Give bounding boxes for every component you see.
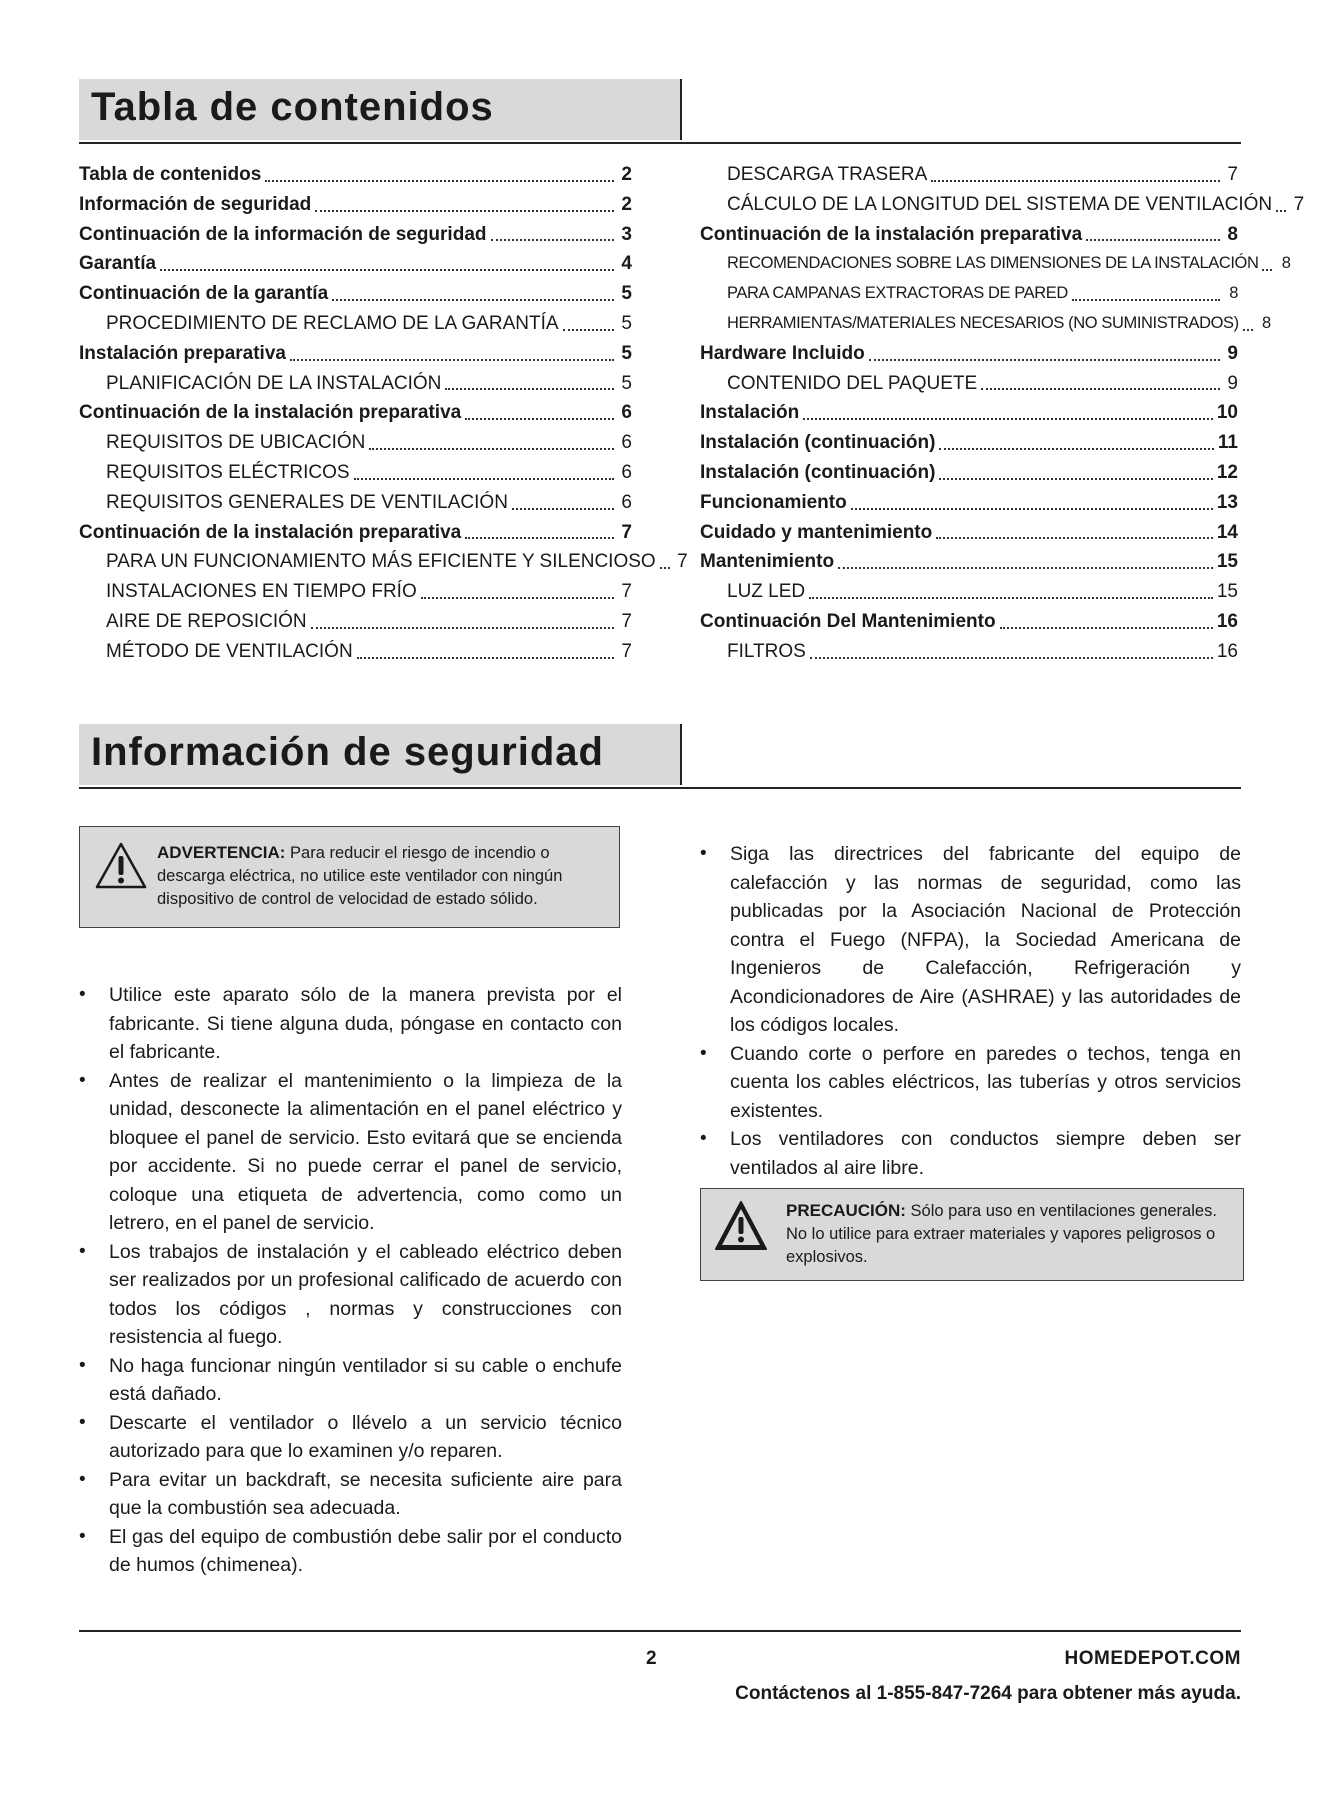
toc-entry-page: 7 [1293, 193, 1305, 215]
toc-entry-page: 6 [621, 402, 632, 424]
caution-box [700, 1188, 1244, 1281]
toc-entry [700, 369, 1238, 399]
toc-entry-page: 7 [621, 521, 632, 543]
toc-title: Tabla de contenidos [91, 85, 494, 129]
footer-contact: Contáctenos al 1-855-847-7264 para obtener más ayuda. [735, 1683, 1241, 1704]
toc-entry-label: CONTENIDO DEL PAQUETE [727, 372, 978, 394]
toc-entry-label: Continuación Del Mantenimiento [700, 610, 996, 632]
toc-entry [79, 190, 632, 220]
safety-header [79, 724, 1241, 789]
toc-header-bar [79, 79, 682, 140]
toc-entry-page: 15 [1216, 551, 1238, 573]
safety-bullet: • Utilice este aparato sólo de la manera prevista por el fabricante. Si tiene alguna duda, póngase en contacto con el fabricante. [79, 981, 622, 1067]
toc-entry [79, 398, 632, 428]
toc-dot-leader [357, 656, 614, 659]
toc-entry-label: Instalación preparativa [79, 342, 286, 364]
toc-entry [700, 398, 1238, 428]
toc-entry-page: 6 [621, 461, 632, 483]
toc-entry-label: AIRE DE REPOSICIÓN [106, 610, 307, 632]
toc-entry-page: 3 [621, 223, 632, 245]
footer-site: HOMEDEPOT.COM [1064, 1648, 1241, 1669]
toc-entry-page: 12 [1216, 461, 1238, 483]
toc-dot-leader [660, 566, 670, 569]
caution-text [786, 1199, 1231, 1269]
toc-dot-leader [332, 298, 614, 301]
toc-entry-page: 13 [1216, 491, 1238, 513]
warning-triangle-icon [94, 841, 148, 891]
page-number: 2 [646, 1648, 657, 1669]
toc-right-column [700, 160, 1305, 667]
toc-entry [700, 339, 1238, 369]
toc-entry-page: 6 [621, 491, 632, 513]
toc-entry-page: 5 [621, 372, 632, 394]
toc-entry-page: 16 [1216, 640, 1238, 662]
toc-entry-page: 9 [1227, 372, 1238, 394]
warning-box [79, 826, 620, 928]
toc-entry [79, 488, 632, 518]
toc-dot-leader [354, 477, 614, 480]
toc-header [79, 79, 1241, 144]
toc-entry-label: Continuación de la garantía [79, 283, 329, 305]
toc-entry [79, 458, 632, 488]
toc-entry [79, 577, 632, 607]
toc-entry-page: 2 [621, 193, 632, 215]
toc-dot-leader [465, 536, 614, 539]
toc-entry-page: 4 [621, 253, 632, 275]
toc-entry-page: 5 [621, 342, 632, 364]
toc-dot-leader [315, 209, 614, 212]
safety-bullet: • No haga funcionar ningún ventilador si su cable o enchufe está dañado. [79, 1352, 622, 1409]
toc-entry [79, 607, 632, 637]
toc-dot-leader [311, 626, 614, 629]
toc-entry [700, 160, 1238, 190]
toc-entry [79, 547, 688, 577]
safety-bullet: • Descarte el ventilador o llévelo a un servicio técnico autorizado para que lo examinen y/o reparen. [79, 1409, 622, 1466]
toc-entry [79, 309, 632, 339]
toc-entry-page: 2 [621, 164, 632, 185]
toc-dot-leader [290, 358, 614, 361]
toc-dot-leader [810, 656, 1213, 659]
toc-entry [700, 428, 1238, 458]
toc-entry [79, 369, 632, 399]
toc-entry [700, 309, 1271, 339]
toc-dot-leader [838, 566, 1213, 569]
toc-dot-leader [1072, 298, 1220, 301]
toc-entry-page: 5 [621, 283, 632, 305]
toc-entry-label: Instalación (continuación) [700, 461, 936, 483]
toc-entry-page: 7 [1227, 164, 1238, 185]
toc-entry-label: Continuación de la instalación preparativa [79, 402, 462, 424]
toc-entry [700, 518, 1238, 548]
toc-left-column [79, 160, 688, 667]
safety-bullet: • Cuando corte o perfore en paredes o techos, tenga en cuenta los cables eléctricos, las tuberías y otros servicios existentes. [700, 1040, 1241, 1126]
safety-bullet: • Para evitar un backdraft, se necesita suficiente aire para que la combustión sea adecuada. [79, 1466, 622, 1523]
toc-entry-label: PROCEDIMIENTO DE RECLAMO DE LA GARANTÍA [106, 312, 559, 334]
toc-entry-page: 5 [621, 312, 632, 334]
toc-entry-page: 11 [1217, 432, 1238, 454]
toc-entry-page: 7 [621, 640, 632, 662]
toc-entry-label: Tabla de contenidos [79, 164, 262, 185]
toc-entry [79, 220, 632, 250]
toc-dot-leader [981, 387, 1220, 390]
toc-entry [700, 279, 1238, 309]
toc-entry-label: Hardware Incluido [700, 342, 865, 364]
toc-entry-label: Garantía [79, 253, 157, 275]
safety-right-list [700, 840, 1241, 1182]
toc-dot-leader [491, 238, 615, 241]
toc-entry-label: INSTALACIONES EN TIEMPO FRÍO [106, 581, 417, 603]
toc-dot-leader [1086, 238, 1220, 241]
toc-dot-leader [851, 507, 1213, 510]
toc-entry-label: Continuación de la instalación preparativa [700, 223, 1083, 245]
toc-entry-label: RECOMENDACIONES SOBRE LAS DIMENSIONES DE LA INSTALACIÓN [727, 254, 1259, 273]
safety-bullet: • Siga las directrices del fabricante del equipo de calefacción y las normas de seguridad, como las publicadas por la Asociación Nacional de Protección contra el Fuego (NFPA), la Sociedad Americana de Ingenieros de Calefacción, Refrigeración y Acondicionadores de Aire (ASHRAE) y las autoridades de los códigos locales. [700, 840, 1241, 1040]
safety-left-list [79, 981, 622, 1580]
safety-title: Información de seguridad [91, 730, 604, 774]
toc-entry-label: HERRAMIENTAS/MATERIALES NECESARIOS (NO SUMINISTRADOS) [727, 313, 1239, 332]
toc-dot-leader [421, 596, 614, 599]
toc-entry-page: 8 [1261, 313, 1271, 332]
safety-header-bar [79, 724, 682, 785]
toc-entry-page: 15 [1216, 581, 1238, 603]
safety-bullet: • Antes de realizar el mantenimiento o la limpieza de la unidad, desconecte la alimentación en el panel eléctrico y bloquee el panel de servicio. Esto evitará que se encienda por accidente. Si no puede cerrar el panel de servicio, coloque una etiqueta de advertencia, como como un letrero, en el panel de servicio. [79, 1067, 622, 1238]
safety-bullet: • El gas del equipo de combustión debe salir por el conducto de humos (chimenea). [79, 1523, 622, 1580]
warning-text [157, 841, 607, 911]
toc-entry-label: Información de seguridad [79, 193, 312, 215]
safety-bullet: • Los ventiladores con conductos siempre deben ser ventilados al aire libre. [700, 1125, 1241, 1182]
toc-dot-leader [265, 179, 614, 182]
toc-entry-page: 8 [1281, 254, 1291, 273]
toc-entry [700, 458, 1238, 488]
toc-entry-label: CÁLCULO DE LA LONGITUD DEL SISTEMA DE VENTILACIÓN [727, 193, 1273, 215]
warning-heading: ADVERTENCIA: [157, 843, 286, 862]
toc-entry [79, 279, 632, 309]
toc-entry-page: 7 [621, 581, 632, 603]
toc-entry [700, 637, 1238, 667]
toc-entry [700, 488, 1238, 518]
toc-dot-leader [1276, 209, 1286, 212]
toc-entry-label: Instalación (continuación) [700, 432, 936, 454]
toc-entry-label: Continuación de la información de seguridad [79, 223, 487, 245]
toc-entry [700, 577, 1238, 607]
toc-entry [79, 637, 632, 667]
toc-dot-leader [936, 536, 1213, 539]
toc-entry-label: Funcionamiento [700, 491, 847, 513]
toc-dot-leader [939, 447, 1214, 450]
toc-entry-page: 16 [1216, 610, 1238, 632]
toc-entry-label: REQUISITOS DE UBICACIÓN [106, 432, 366, 454]
toc-entry-page: 10 [1216, 402, 1238, 424]
caution-triangle-icon [713, 1199, 769, 1253]
toc-entry-label: Cuidado y mantenimiento [700, 521, 933, 543]
toc-entry [700, 220, 1238, 250]
toc-entry-page: 7 [621, 610, 632, 632]
toc-dot-leader [445, 387, 614, 390]
toc-entry-label: PLANIFICACIÓN DE LA INSTALACIÓN [106, 372, 442, 394]
toc-entry-label: MÉTODO DE VENTILACIÓN [106, 640, 353, 662]
toc-entry-label: Mantenimiento [700, 551, 835, 573]
toc-dot-leader [160, 268, 614, 271]
toc-entry-label: Continuación de la instalación preparativa [79, 521, 462, 543]
toc-dot-leader [803, 417, 1213, 420]
toc-dot-leader [1000, 626, 1213, 629]
toc-dot-leader [931, 179, 1220, 182]
toc-entry [700, 190, 1305, 220]
toc-dot-leader [512, 507, 614, 510]
footer-divider [79, 1630, 1241, 1632]
toc-entry [700, 249, 1291, 279]
toc-dot-leader [563, 328, 614, 331]
toc-entry [79, 428, 632, 458]
toc-entry-label: LUZ LED [727, 581, 806, 603]
toc-dot-leader [465, 417, 614, 420]
toc-entry-page: 9 [1227, 342, 1238, 364]
toc-dot-leader [369, 447, 614, 450]
toc-entry-label: Instalación [700, 402, 800, 424]
toc-entry-page: 14 [1216, 521, 1238, 543]
warning-body: Para reducir el riesgo de incendio o descarga eléctrica, no utilice este ventilador con ningún dispositivo de control de velocidad de estado sólido. [157, 844, 563, 908]
toc-dot-leader [1262, 268, 1272, 271]
toc-dot-leader [939, 477, 1212, 480]
toc-entry [700, 607, 1238, 637]
toc-entry-page: 7 [677, 551, 688, 573]
toc-entry [79, 339, 632, 369]
toc-entry-label: REQUISITOS ELÉCTRICOS [106, 461, 350, 483]
toc-entry [700, 547, 1238, 577]
toc-entry-label: FILTROS [727, 640, 806, 662]
toc-entry [79, 249, 632, 279]
caution-body: Sólo para uso en ventilaciones generales. No lo utilice para extraer materiales y vapores peligrosos o explosivos. [786, 1202, 1217, 1266]
toc-entry-label: REQUISITOS GENERALES DE VENTILACIÓN [106, 491, 508, 513]
toc-entry-page: 8 [1229, 284, 1238, 303]
toc-entry-page: 8 [1227, 223, 1238, 245]
toc-entry-page: 6 [621, 432, 632, 454]
toc-dot-leader [809, 596, 1213, 599]
toc-dot-leader [1243, 328, 1253, 331]
toc-dot-leader [869, 358, 1220, 361]
toc-entry [79, 518, 632, 548]
toc-entry [79, 160, 632, 190]
caution-heading: PRECAUCIÓN: [786, 1201, 906, 1220]
safety-bullet: • Los trabajos de instalación y el cableado eléctrico deben ser realizados por un profesional calificado de acuerdo con todos los códigos , normas y construcciones con resistencia al fuego. [79, 1238, 622, 1352]
toc-entry-label: DESCARGA TRASERA [727, 164, 928, 185]
toc-entry-label: PARA CAMPANAS EXTRACTORAS DE PARED [727, 284, 1068, 303]
toc-entry-label: PARA UN FUNCIONAMIENTO MÁS EFICIENTE Y SILENCIOSO [106, 551, 656, 573]
